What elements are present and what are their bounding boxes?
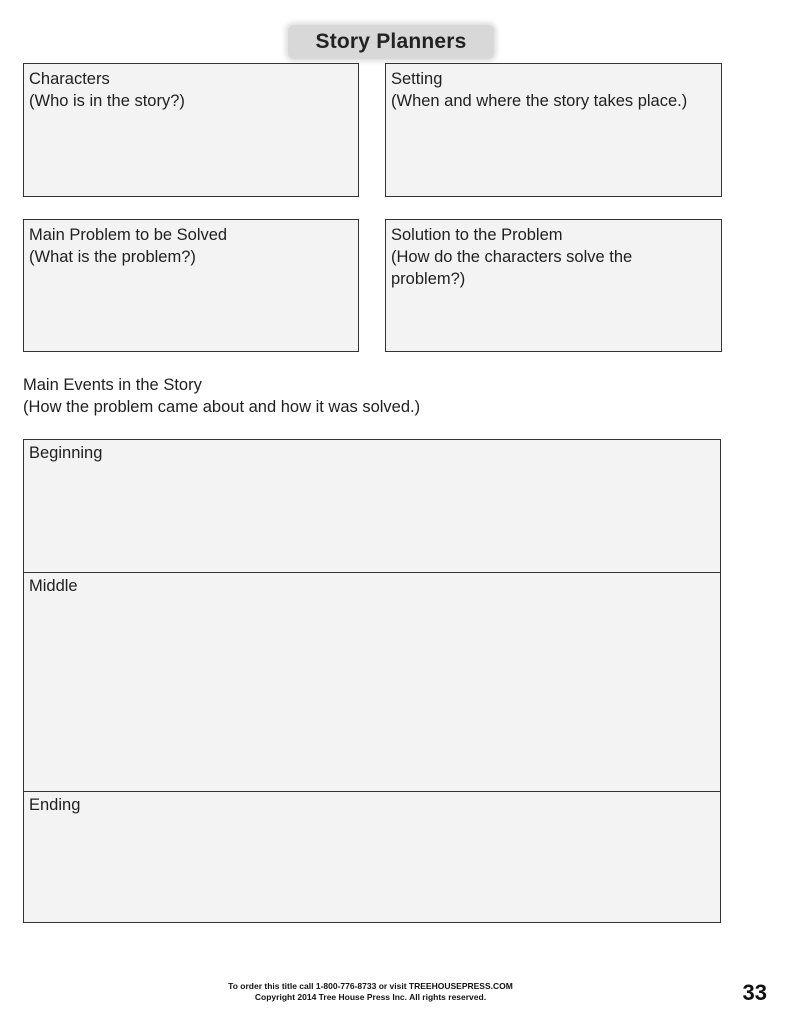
solution-box[interactable] (385, 219, 722, 352)
characters-label: Characters (29, 70, 110, 88)
characters-hint: (Who is in the story?) (29, 92, 185, 110)
footer-copyright-line: Copyright 2014 Tree House Press Inc. All rights reserved. (254, 992, 487, 1002)
main-events-heading (23, 374, 420, 418)
setting-label: Setting (391, 70, 443, 88)
main-events-subtitle: (How the problem came about and how it was solved.) (23, 398, 421, 416)
setting-box[interactable] (385, 63, 722, 197)
page-title: Story Planners (315, 30, 467, 53)
title-banner (288, 25, 494, 59)
main-events-title: Main Events in the Story (23, 376, 202, 394)
beginning-label: Beginning (29, 444, 103, 462)
page-number: 33 (742, 980, 767, 1005)
solution-hint: (How do the characters solve the problem?) (391, 248, 633, 288)
middle-row[interactable] (24, 573, 720, 792)
footer-order-line: To order this title call 1-800-776-8733 or visit TREEHOUSEPRESS.COM (228, 981, 513, 991)
ending-label: Ending (29, 796, 81, 814)
characters-box[interactable] (23, 63, 359, 197)
beginning-row[interactable] (24, 440, 720, 573)
main-events-table (23, 439, 721, 923)
footer (0, 981, 741, 1003)
ending-row[interactable] (24, 792, 720, 921)
solution-label: Solution to the Problem (391, 226, 563, 244)
problem-hint: (What is the problem?) (29, 248, 196, 266)
setting-hint: (When and where the story takes place.) (391, 92, 688, 110)
problem-box[interactable] (23, 219, 359, 352)
problem-label: Main Problem to be Solved (29, 226, 228, 244)
middle-label: Middle (29, 577, 78, 595)
